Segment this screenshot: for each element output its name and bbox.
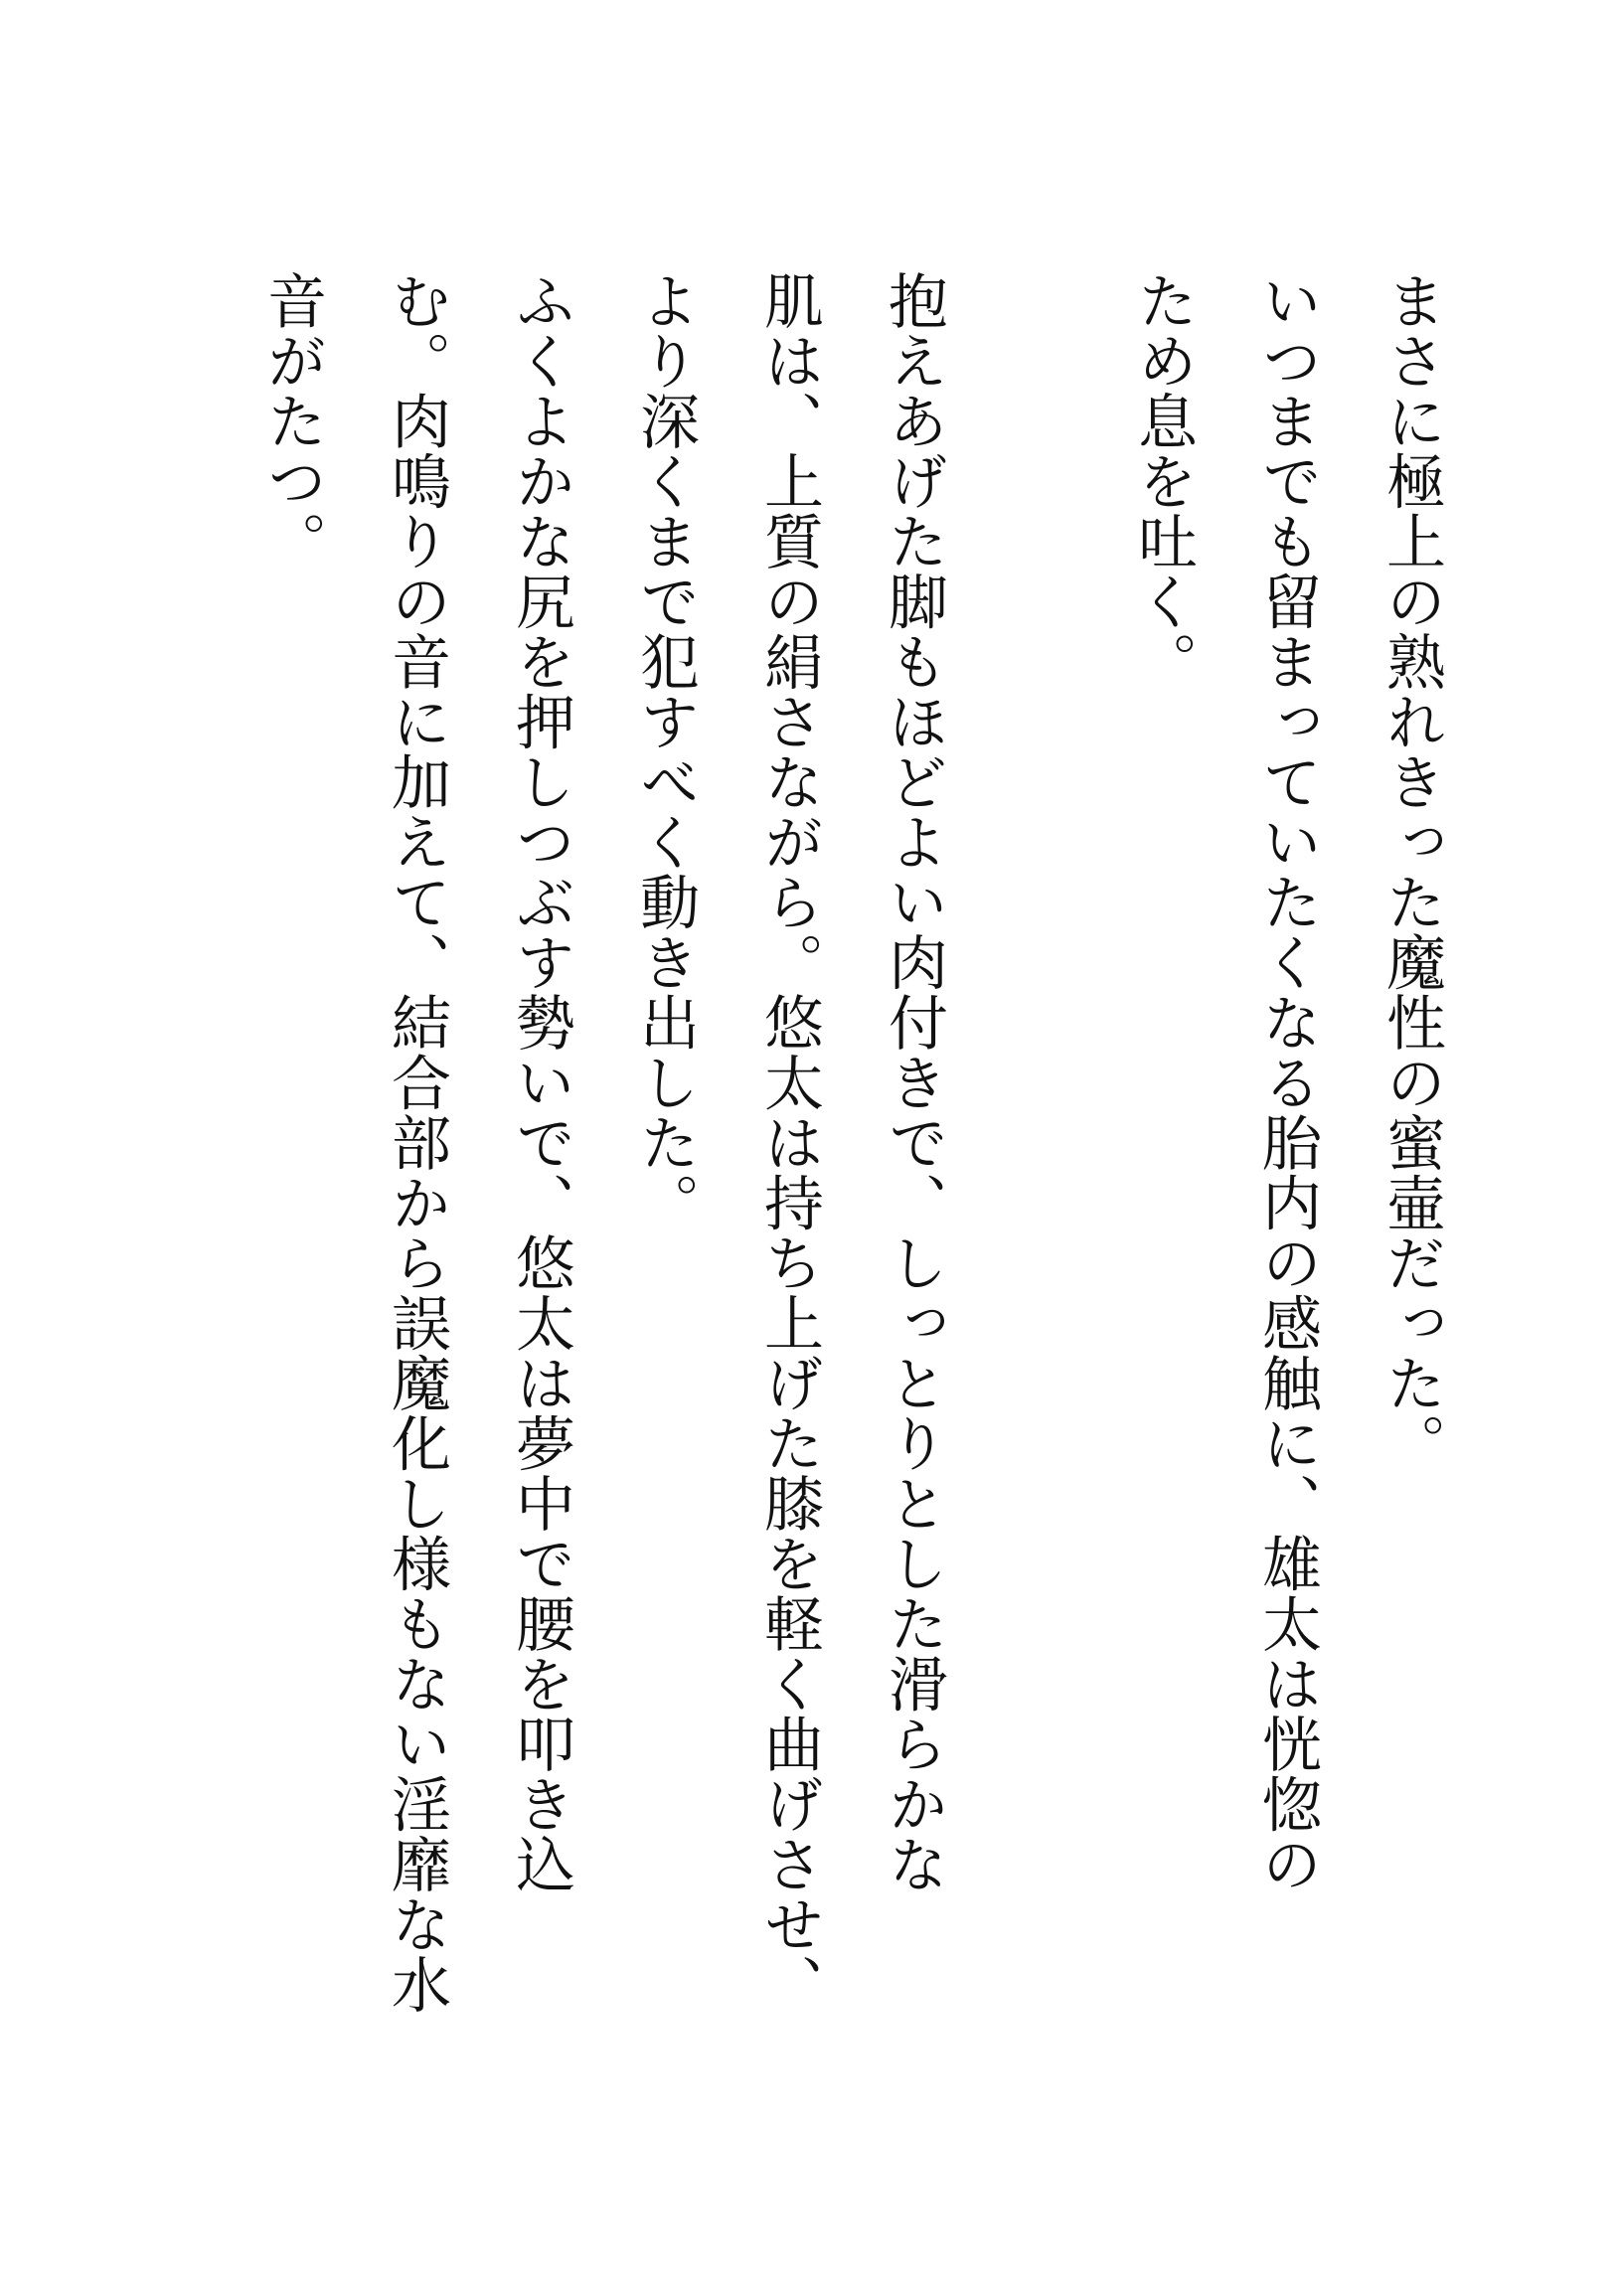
text-line: 抱えあげた脚もほどよい肉付きで、しっとりとした滑らかな bbox=[879, 270, 948, 1894]
text-line: ため息を吐く。 bbox=[1128, 270, 1198, 692]
text-line: いつまでも留まっていたくなる胎内の感触に、雄太は恍惚の bbox=[1252, 270, 1322, 1894]
text-line: む。肉鳴りの音に加えて、結合部から誤魔化し様もない淫靡な水 bbox=[382, 270, 451, 2015]
text-line: より深くまで犯すべく動き出した。 bbox=[630, 270, 700, 1232]
text-line: まさに極上の熟れきった魔性の蜜壷だった。 bbox=[1377, 270, 1446, 1473]
text-line: 音がたつ。 bbox=[257, 270, 327, 572]
text-line: ふくよかな尻を押しつぶす勢いで、悠太は夢中で腰を叩き込 bbox=[506, 270, 575, 1894]
text-line: 肌は、上質の絹さながら。悠太は持ち上げた膝を軽く曲げさせ、 bbox=[754, 270, 824, 2015]
